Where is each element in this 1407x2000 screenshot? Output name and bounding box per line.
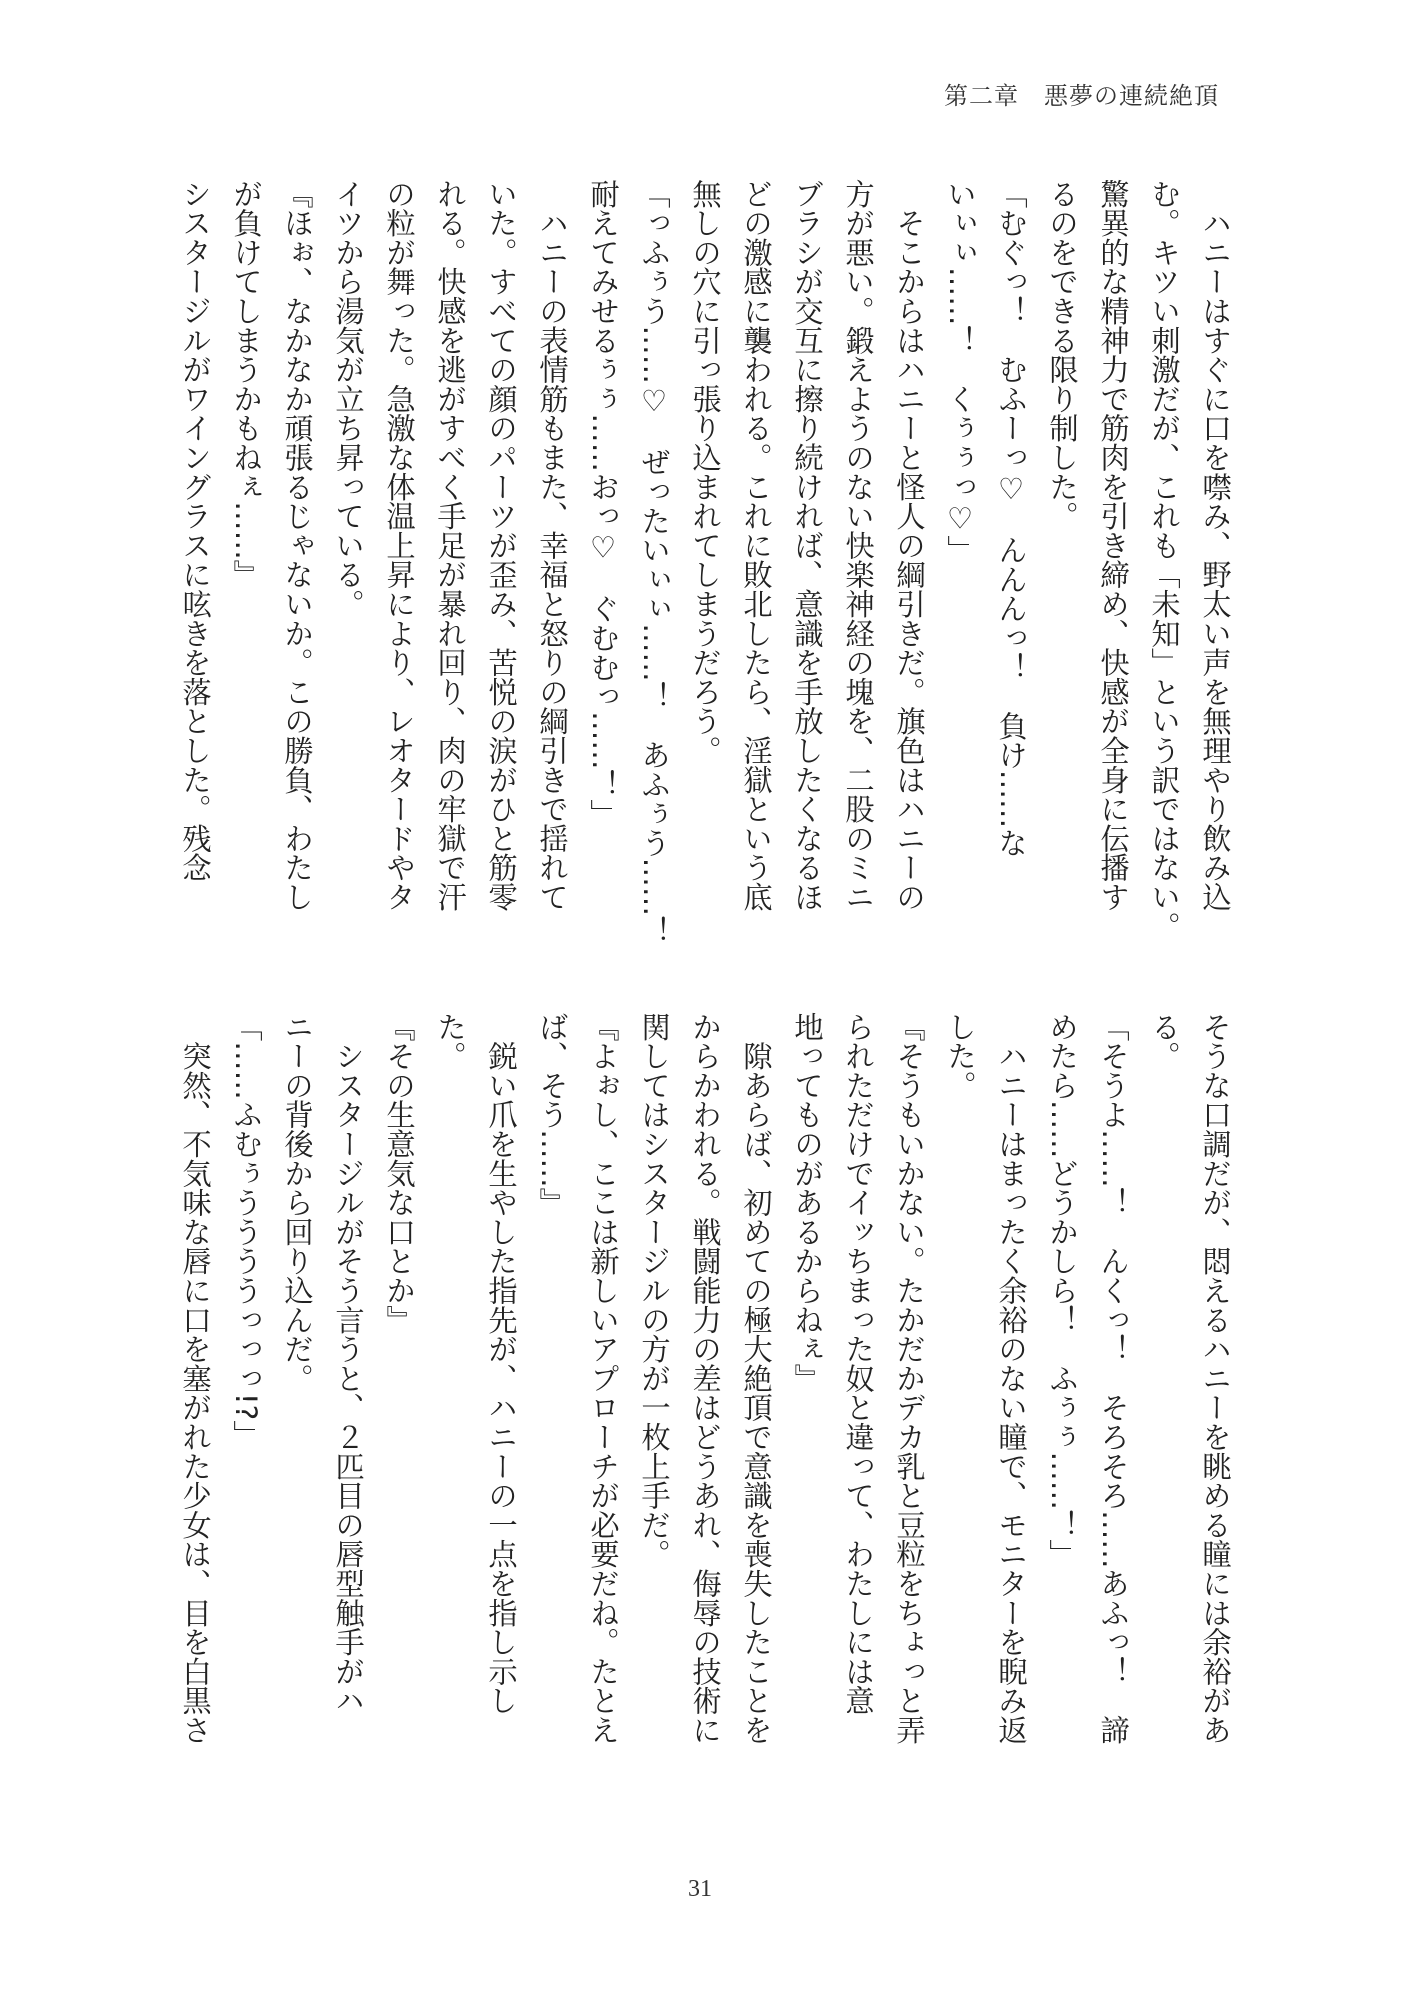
text-line: た。 [433,1012,467,1071]
text-line: ば、そう……』 [535,1012,569,1218]
text-line: の粒が舞った。急激な体温上昇により、レオタードやタ [382,179,416,912]
text-line: 無しの穴に引っ張り込まれてしまうだろう。 [688,179,722,765]
text-block-upper [169,179,1240,946]
text-line: 隙あらば、初めての極大絶頂で意識を喪失したことを [739,1012,773,1745]
text-line: 耐えてみせるぅぅ……おっ♡ ぐむむっ……！」 [586,179,620,829]
text-line: ハニーはすぐに口を噤み、野太い声を無理やり飲み込 [1198,179,1232,912]
text-line: む。キツい刺激だが、これも「未知」という訳ではない。 [1147,179,1181,941]
text-line: るのをできる限り制した。 [1045,179,1079,531]
text-line: る。 [1147,1012,1181,1071]
text-block-lower [169,1012,1240,1752]
text-line: 「そうよ……！ んくっ！ そろそろ……あふっ！ 諦 [1096,1012,1130,1745]
text-line: いぃぃ……！ くぅぅっ♡」 [943,179,977,565]
text-line: ブラシが交互に擦り続ければ、意識を手放したくなるほ [790,179,824,912]
text-line: 『そうもいかない。たかだかデカ乳と豆粒をちょっと弄 [892,1012,926,1745]
text-line: した。 [943,1012,977,1100]
page-number: 31 [688,1876,712,1902]
text-line: シスタージルがワイングラスに呟きを落とした。残念 [178,179,212,883]
text-line: ニーの背後から回り込んだ。 [280,1012,314,1393]
text-line: 関してはシスタージルの方が一枚上手だ。 [637,1012,671,1569]
text-line: からかわれる。戦闘能力の差はどうあれ、侮辱の技術に [688,1012,722,1745]
text-line: 驚異的な精神力で筋肉を引き締め、快感が全身に伝播す [1096,179,1130,912]
text-line: 『その生意気な口とか』 [382,1012,416,1335]
text-line: られただけでイッちまった奴と違って、わたしには意 [841,1012,875,1716]
text-line: 地ってものがあるからねぇ』 [790,1012,824,1393]
text-line: シスタージルがそう言うと、２匹目の唇型触手がハ [331,1012,365,1716]
text-line: 「っふぅう……♡ ぜったいぃぃ……！ あふぅう……！ [637,179,671,946]
text-line: 「むぐっ！ むふーっ♡ んんんっ！ 負け……な [994,179,1028,858]
text-line: ハニーはまったく余裕のない瞳で、モニターを睨み返 [994,1012,1028,1745]
text-line: 『ほぉ、なかなか頑張るじゃないか。この勝負、わたし [280,179,314,912]
running-header: 第二章 悪夢の連続絶頂 [944,82,1219,110]
text-line: 鋭い爪を生やした指先が、ハニーの一点を指し示し [484,1012,518,1716]
text-line: イツから湯気が立ち昇っている。 [331,179,365,619]
text-line: ハニーの表情筋もまた、幸福と怒りの綱引きで揺れて [535,179,569,912]
text-line: 方が悪い。鍛えようのない快楽神経の塊を、二股のミニ [841,179,875,912]
text-line: 『よぉし、ここは新しいアプローチが必要だね。たとえ [586,1012,620,1745]
text-line: 「……ふむぅううううっっっ!?」 [229,1012,263,1450]
text-line: そこからはハニーと怪人の綱引きだ。旗色はハニーの [892,179,926,912]
text-line: めたら……どうかしら！ ふぅぅ……！」 [1045,1012,1079,1569]
text-line: が負けてしまうかもねぇ……』 [229,179,263,590]
text-line: どの激感に襲われる。これに敗北したら、淫獄という底 [739,179,773,912]
text-line: いた。すべての顔のパーツが歪み、苦悦の涙がひと筋零 [484,179,518,912]
text-line: そうな口調だが、悶えるハニーを眺める瞳には余裕があ [1198,1012,1232,1745]
text-line: 突然、不気味な唇に口を塞がれた少女は、目を白黒さ [178,1012,212,1745]
text-line: れる。快感を逃がすべく手足が暴れ回り、肉の牢獄で汗 [433,179,467,912]
